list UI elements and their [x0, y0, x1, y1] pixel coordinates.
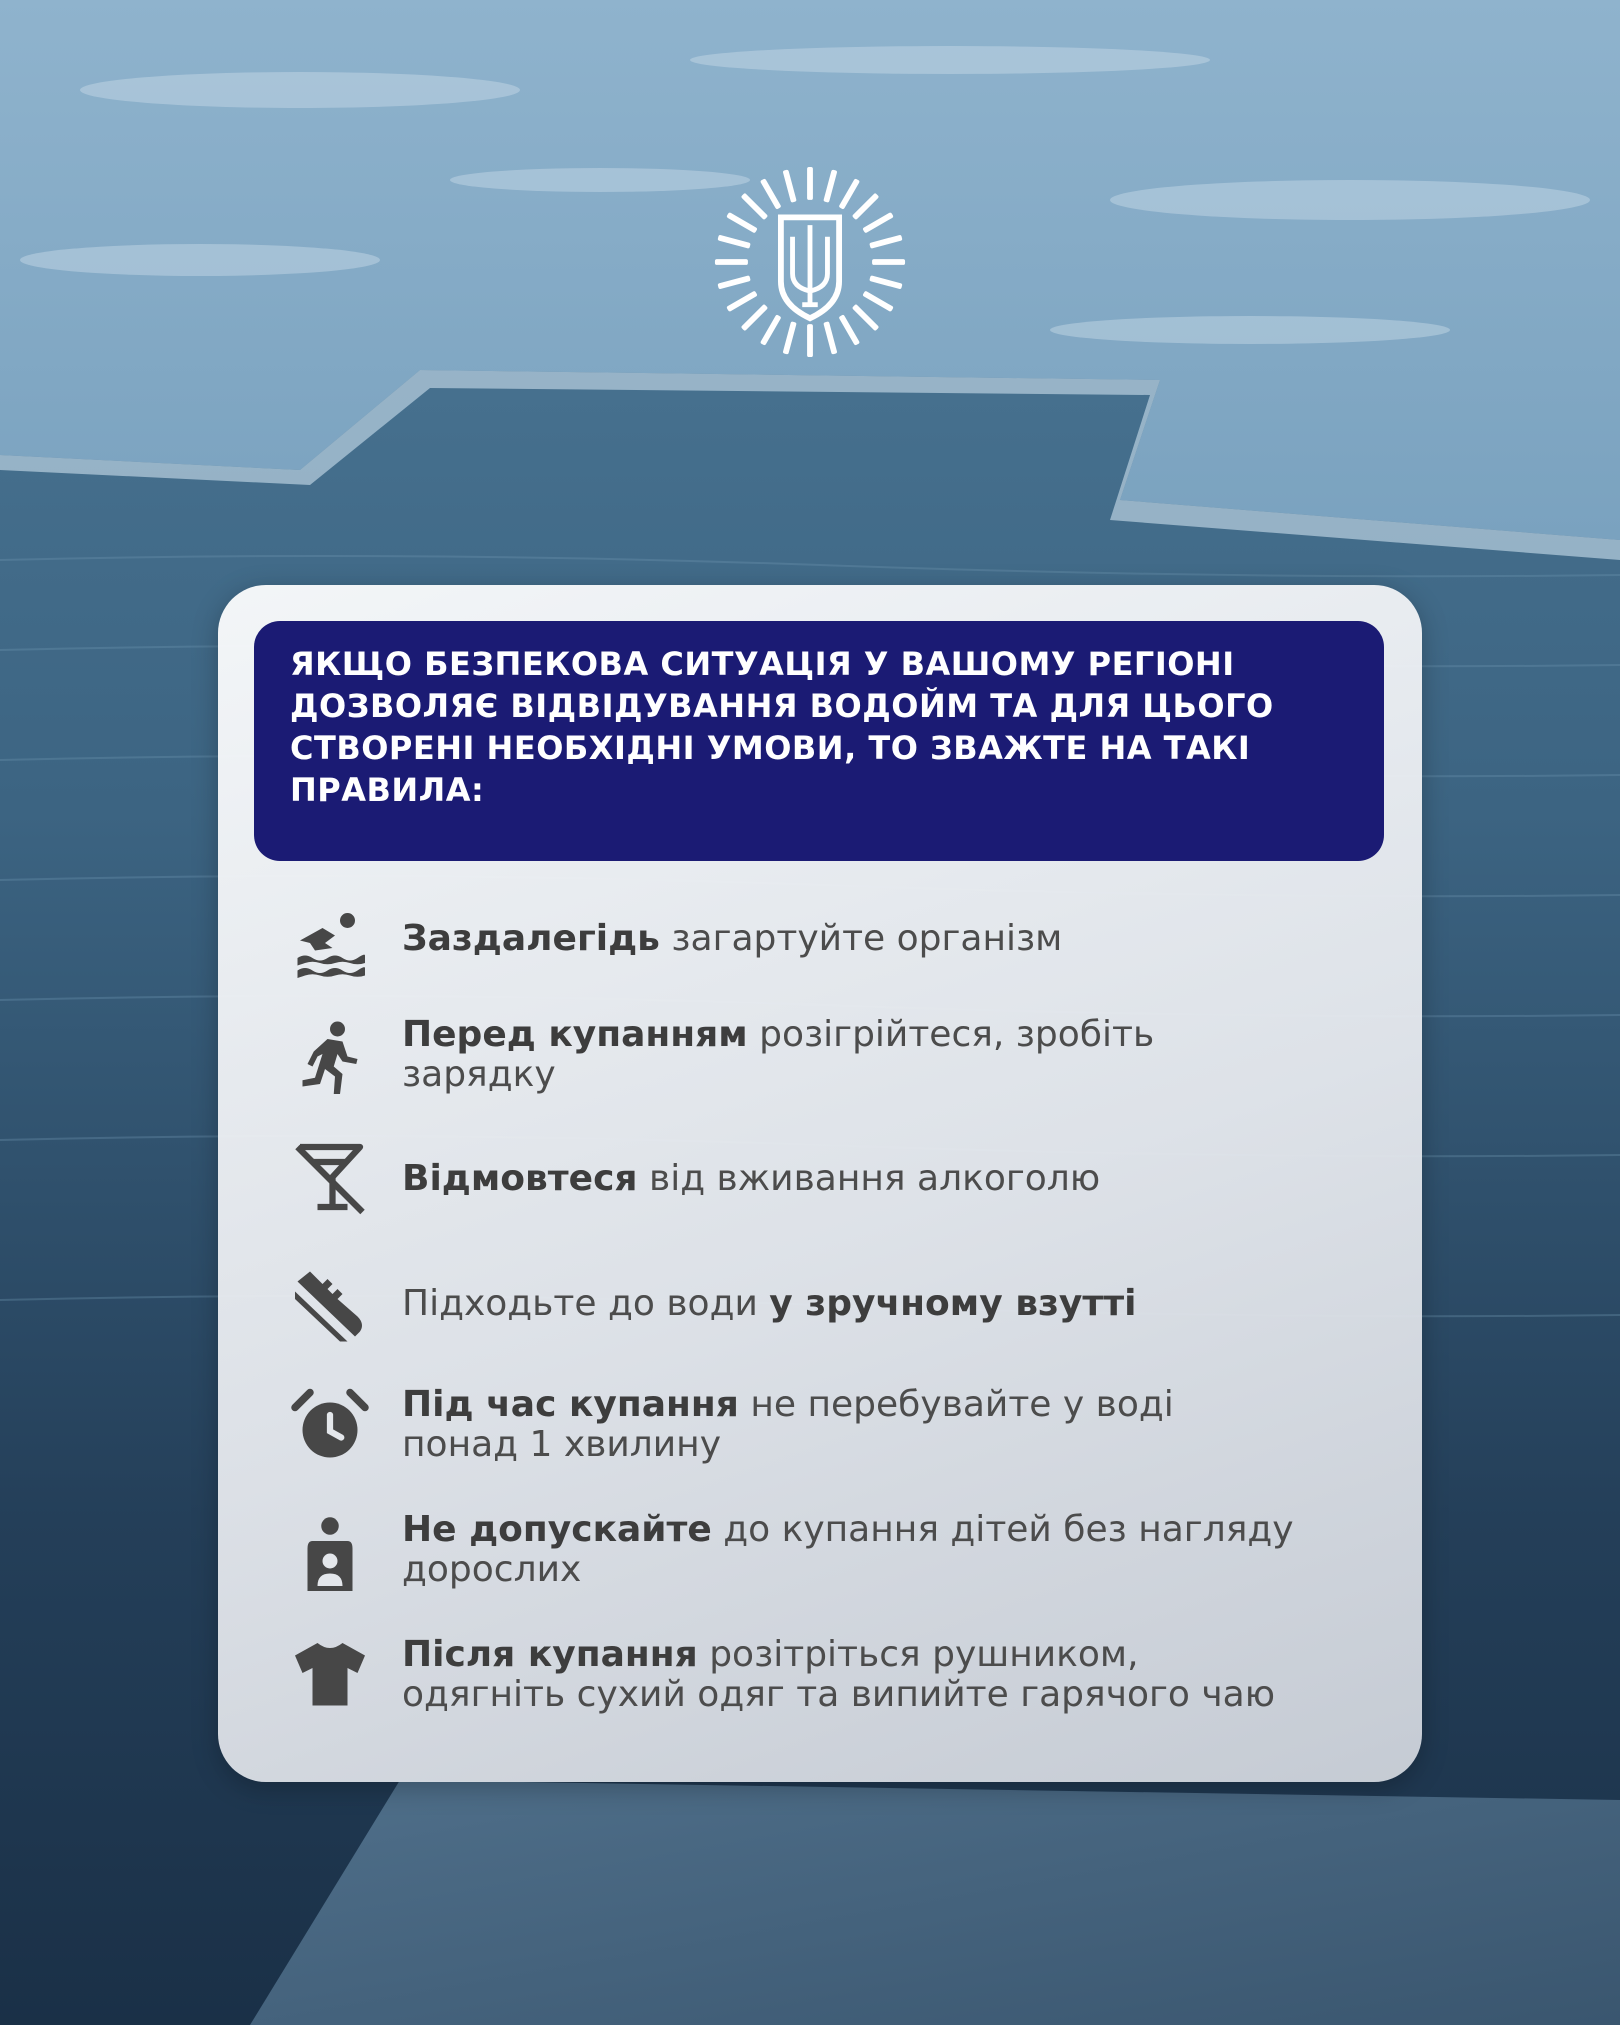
header-line: ЯКЩО БЕЗПЕКОВА СИТУАЦІЯ У ВАШОМУ РЕГІОНІ: [290, 645, 1235, 683]
rule-continuation: понад 1 хвилину: [402, 1424, 722, 1465]
rule-rest: не перебувайте у воді: [738, 1384, 1174, 1425]
rule-text: [402, 1635, 1362, 1715]
rule-text: [402, 1015, 1362, 1095]
rule-bold: Після купання: [402, 1634, 698, 1675]
rule-pre: Підходьте до води: [402, 1283, 770, 1324]
rule-bold: Заздалегідь: [402, 918, 660, 959]
rule-rest: від вживання алкоголю: [637, 1158, 1101, 1199]
running-icon: [290, 1019, 370, 1099]
rule-bold: у зручному взутті: [769, 1283, 1137, 1324]
swimmer-icon: [290, 903, 370, 983]
rule-bold: Відмовтеся: [402, 1158, 638, 1199]
rule-bold: Не допускайте: [402, 1509, 712, 1550]
rule-text: [402, 1510, 1362, 1590]
rule-rest: розігрійтеся, зробіть: [747, 1014, 1155, 1055]
child-supervision-icon: [290, 1516, 370, 1596]
rule-text: [402, 1159, 1362, 1199]
no-alcohol-icon: [290, 1137, 370, 1217]
rule-bold: Перед купанням: [402, 1014, 748, 1055]
rule-rest: загартуйте організм: [659, 918, 1063, 959]
police-emblem-icon: [713, 165, 907, 359]
rule-continuation: зарядку: [402, 1054, 556, 1095]
header-line: ДОЗВОЛЯЄ ВІДВІДУВАННЯ ВОДОЙМ ТА ДЛЯ ЦЬОГО: [290, 687, 1274, 725]
rule-bold: Під час купання: [402, 1384, 739, 1425]
rule-text: [402, 1284, 1362, 1324]
shoe-icon: [290, 1264, 370, 1344]
rule-continuation: одягніть сухий одяг та випийте гарячого чаю: [402, 1674, 1275, 1715]
header-line: СТВОРЕНІ НЕОБХІДНІ УМОВИ, ТО ЗВАЖТЕ НА ТАКІ: [290, 729, 1251, 767]
header-line: ПРАВИЛА:: [290, 771, 485, 809]
rule-rest: до купання дітей без нагляду: [711, 1509, 1294, 1550]
alarm-clock-icon: [290, 1385, 370, 1465]
rules-card: [218, 585, 1422, 1782]
rule-rest: розітріться рушником,: [697, 1634, 1139, 1675]
rule-continuation: дорослих: [402, 1549, 582, 1590]
header-banner: [254, 621, 1384, 861]
tshirt-icon: [290, 1633, 370, 1713]
rule-text: [402, 919, 1362, 959]
rule-text: [402, 1385, 1362, 1465]
